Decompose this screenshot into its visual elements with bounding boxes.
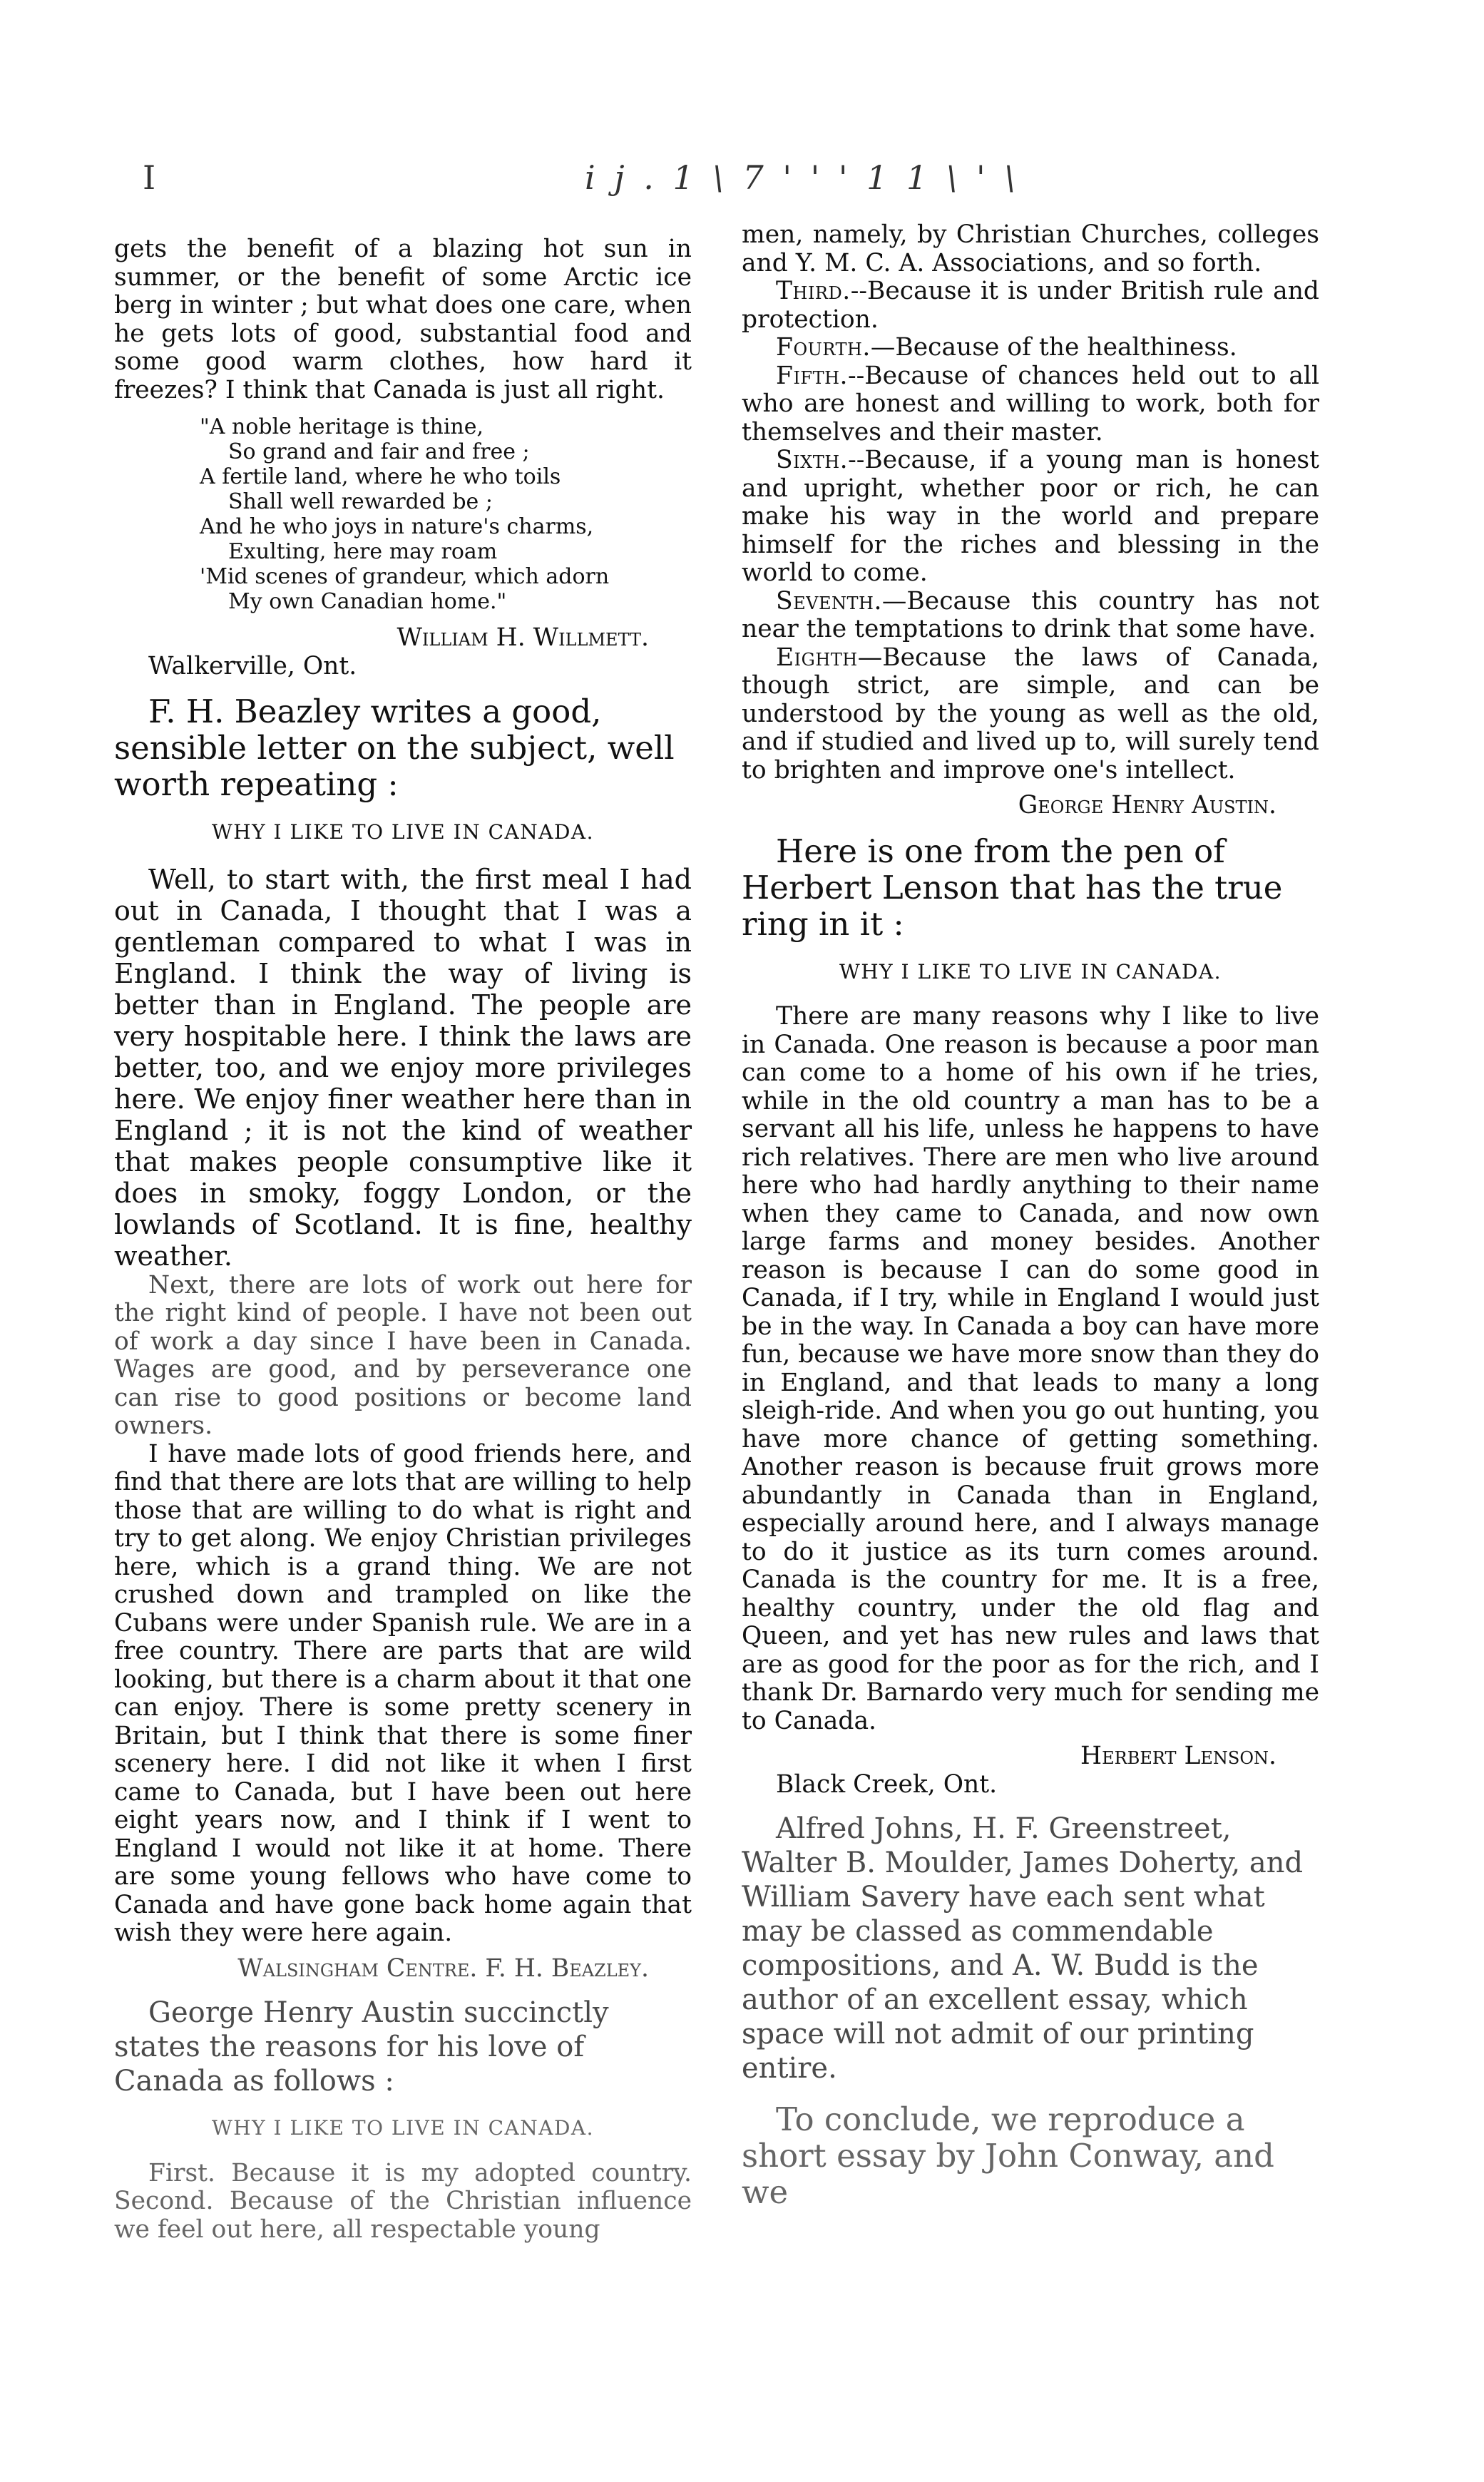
reason-sixth <box>742 446 1319 588</box>
signature: William H. Willmett. <box>396 623 649 652</box>
essay-heading: WHY I LIKE TO LIVE IN CANADA. <box>211 2116 595 2140</box>
poem-stanza <box>200 414 692 614</box>
essay-heading: WHY I LIKE TO LIVE IN CANADA. <box>839 959 1222 984</box>
right-column <box>742 221 1319 2226</box>
paragraph: There are many reasons why I like to live in Canada. One reason is because a poor man can come to a home of his own if he tries, while in the old country a man has to be a servant all his life, unless he happens to have rich relatives. There are men who live around here who had hardly anything to their name when they came to Canada, and now own large farms and money besides. Another reason is because I can do some good in Canada, if I try, while in England I would just be in the way. In Canada a boy can have more fun, because we have more snow than they do in England, and that leads to many a long sleigh-ride. And when you go out hunting, you have more chance of getting something. Another reason is because fruit grows more abundantly in Canada than in England, especially around here, and I always manage to do it justice as its turn comes around. Canada is the country for me. It is a free, healthy country, under the old flag and Queen, and yet has new rules and laws that are as good for the poor as for the rich, and I thank Dr. Barnardo very much for sending me to Canada. <box>742 1002 1319 1735</box>
reason-label: Seventh. <box>776 586 882 616</box>
paragraph: gets the benefit of a blazing hot sun in summer, or the benefit of some Arctic ice berg in winter ; but what does one care, when he gets lots of good, substantial food and some good warm clothes, how hard it freezes? I think that Canada is just all right. <box>114 235 692 404</box>
poem-line: So grand and fair and free ; <box>228 439 530 464</box>
reason-text: —Because the laws of Canada, though strict, are simple, and can be understood by the young as well as the old, and if studied and lived up to, will surely tend to brighten and improve one's intellect. <box>742 643 1319 785</box>
poem-line: My own Canadian home." <box>228 589 507 614</box>
poem-line: And he who joys in nature's charms, <box>200 514 594 539</box>
paragraph: Well, to start with, the first meal I had out in Canada, I thought that I was a gentleman compared to what I was in England. I think the way of living is better than in England. The people are very hospitable here. I think the laws are better, too, and we enjoy more privileges here. We enjoy finer weather here than in England ; it is not the kind of weather that makes people consumptive like it does in smoky, foggy London, or the lowlands of Scotland. It is fine, healthy weather. <box>114 863 692 1272</box>
editorial-intro: George Henry Austin succinctly states the reasons for his love of Canada as follows : <box>114 1996 609 2098</box>
signature: Walsingham Centre. F. H. Beazley. <box>237 1954 649 1983</box>
poem-line: Shall well rewarded be ; <box>228 489 493 514</box>
poem-line: "A noble heritage is thine, <box>200 414 484 439</box>
paragraph: I have made lots of good friends here, and find that there are lots that are willing to help those that are willing to do what is right and try to get along. We enjoy Christian privileges here, which is a grand thing. We are not crushed down and trampled on like the Cubans were under Spanish rule. We are in a free country. There are parts that are wild looking, but there is a charm about it that one can enjoy. There is some pretty scenery in Britain, but I think that there is some finer scenery here. I did not like it when I first came to Canada, but I have been out here eight years now, and I think if I went to England I would not like it at home. There are some young fellows who have come to Canada and have gone back home again that wish they were here again. <box>114 1439 692 1947</box>
reason-seventh <box>742 588 1319 644</box>
poem-line: 'Mid scenes of grandeur, which adorn <box>200 564 610 589</box>
reason-text: --Because of chances held out to all who are honest and willing to work, both for themselves and their master. <box>742 361 1319 446</box>
paragraph: First. Because it is my adopted country. Second. Because of the Christian influence we feel out here, all respectable young <box>114 2158 692 2244</box>
reason-text: —Because of the healthiness. <box>870 333 1237 362</box>
signature: George Henry Austin. <box>1018 791 1276 819</box>
reason-text: --Because it is under British rule and protection. <box>742 277 1319 334</box>
editorial-note: To conclude, we reproduce a short essay by John Conway, and we <box>742 2100 1274 2211</box>
essay-heading: WHY I LIKE TO LIVE IN CANADA. <box>211 820 595 844</box>
reason-fourth <box>742 334 1319 362</box>
reason-label: Eighth <box>776 643 858 672</box>
poem-line: A fertile land, where he who toils <box>200 464 561 489</box>
place-line: Walkerville, Ont. <box>148 651 357 680</box>
paragraph: Next, there are lots of work out here for the right kind of people. I have not been out of work a day since I have been in Canada. Wages are good, and by perseverance one can rise to good positions or become land owners. <box>114 1270 692 1440</box>
reason-label: Sixth. <box>776 446 849 474</box>
editorial-intro: Here is one from the pen of Herbert Lenson that has the true ring in it : <box>742 832 1283 943</box>
reason-label: Fourth. <box>776 333 871 362</box>
reason-label: Fifth. <box>776 361 848 390</box>
reason-eighth <box>742 644 1319 785</box>
signature: Herbert Lenson. <box>1080 1742 1276 1770</box>
reason-text: —Because this country has not near the temptations to drink that some have. <box>742 586 1319 643</box>
reason-label: Third. <box>776 277 851 305</box>
page-number: I <box>143 158 160 197</box>
paragraph: men, namely, by Christian Churches, colleges and Y. M. C. A. Associations, and so forth. <box>742 220 1319 277</box>
header-text: i j . 1 \ 7 ' ' ' 1 1 \ ' \ <box>585 158 1020 197</box>
reason-third <box>742 277 1319 334</box>
left-column <box>114 235 692 2244</box>
editorial-intro: F. H. Beazley writes a good, sensible letter on the subject, well worth repeating : <box>114 693 675 803</box>
poem-line: Exulting, here may roam <box>228 539 498 564</box>
reason-fifth <box>742 362 1319 447</box>
editorial-note: Alfred Johns, H. F. Greenstreet, Walter B. Moulder, James Doherty, and William Savery have each sent what may be classed as commendable compositions, and A. W. Budd is the author of an excellent essay, which space will not admit of our printing entire. <box>742 1812 1304 2085</box>
place-line: Black Creek, Ont. <box>776 1769 998 1799</box>
reason-text: --Because, if a young man is honest and upright, whether poor or rich, he can make his way in the world and prepare himself for the riches and blessing in the world to come. <box>742 446 1319 587</box>
